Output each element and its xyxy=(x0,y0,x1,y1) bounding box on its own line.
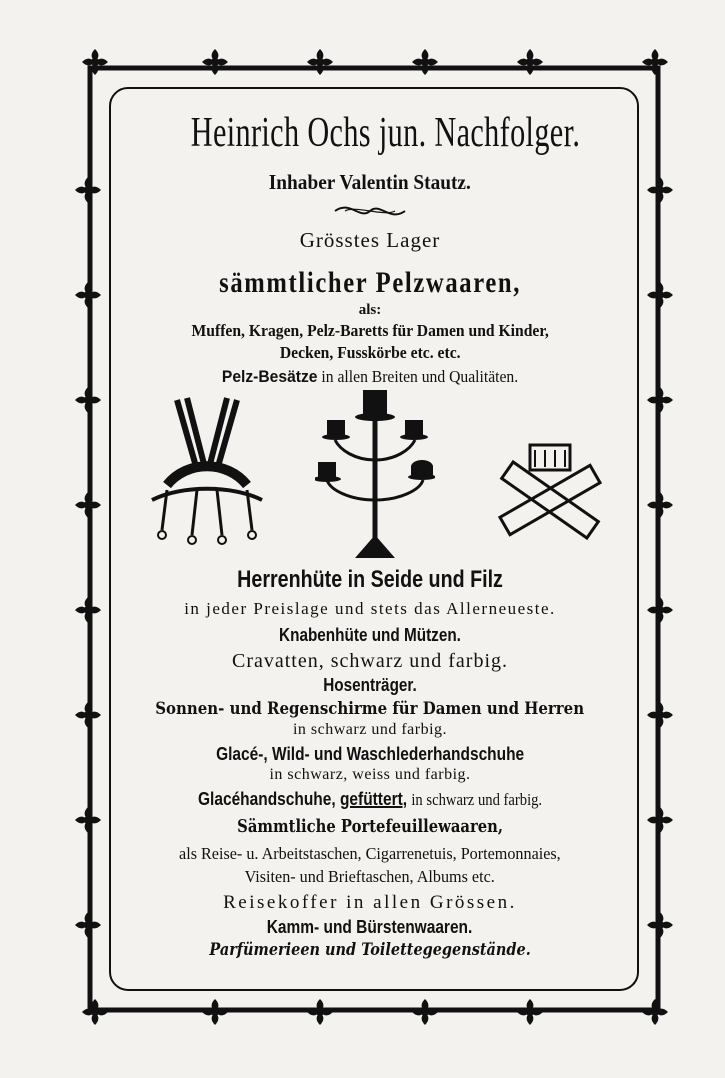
cravatten-line: Cravatten, schwarz und farbig. xyxy=(231,650,508,672)
knaben-line: Knabenhüte und Mützen. xyxy=(279,625,461,645)
advertisement xyxy=(115,100,625,980)
glace-wild-line: Glacé-, Wild- und Waschlederhandschuhe xyxy=(215,744,525,764)
fur-trim: Pelz-Besätze in allen Breiten und Qualitäten. xyxy=(221,367,519,386)
kamm-line: Kamm- und Bürstenwaaren. xyxy=(267,917,473,937)
flourish-divider xyxy=(330,200,410,222)
reisetaschen-line: als Reise- u. Arbeitstaschen, Cigarrenetuis, Portemonnaies, xyxy=(179,844,561,863)
hat-stand-icon xyxy=(315,390,435,560)
parfuemerie-line: Parfümerieen und Toilettegegenstände. xyxy=(209,940,531,960)
schwarz-farbig-line: in schwarz und farbig. xyxy=(292,721,448,738)
als-label: als: xyxy=(358,302,382,318)
company-title: Heinrich Ochs jun. Nachfolger. xyxy=(190,110,581,156)
reisekoffer-line: Reisekoffer in allen Grössen. xyxy=(223,892,517,913)
furs-heading: sämmtlicher Pelzwaaren, xyxy=(219,266,521,299)
schwarz-weiss-line: in schwarz, weiss und farbig. xyxy=(269,766,471,783)
herrenhuete-heading: Herrenhüte in Seide und Filz xyxy=(237,566,503,593)
owner-line: Inhaber Valentin Stautz. xyxy=(268,170,472,194)
largest-stock: Grösstes Lager xyxy=(299,228,441,252)
schirme-line: Sonnen- und Regenschirme für Damen und Herren xyxy=(155,699,585,719)
suspenders-icon xyxy=(137,390,277,550)
fur-items-2: Decken, Fusskörbe etc. etc. xyxy=(279,343,461,362)
combs-icon xyxy=(490,435,610,565)
hosentraeger-line: Hosenträger. xyxy=(323,675,417,695)
preislage-line: in jeder Preislage und stets das Allerneueste. xyxy=(184,599,556,618)
visiten-line: Visiten- und Brieftaschen, Albums etc. xyxy=(244,867,496,886)
glace-gefuettert-line: Glacéhandschuhe, gefüttert, in schwarz und farbig. xyxy=(197,789,543,809)
portefeuille-heading: Sämmtliche Portefeuillewaaren, xyxy=(237,816,503,837)
fur-items: Muffen, Kragen, Pelz-Baretts für Damen und Kinder, xyxy=(191,321,549,340)
